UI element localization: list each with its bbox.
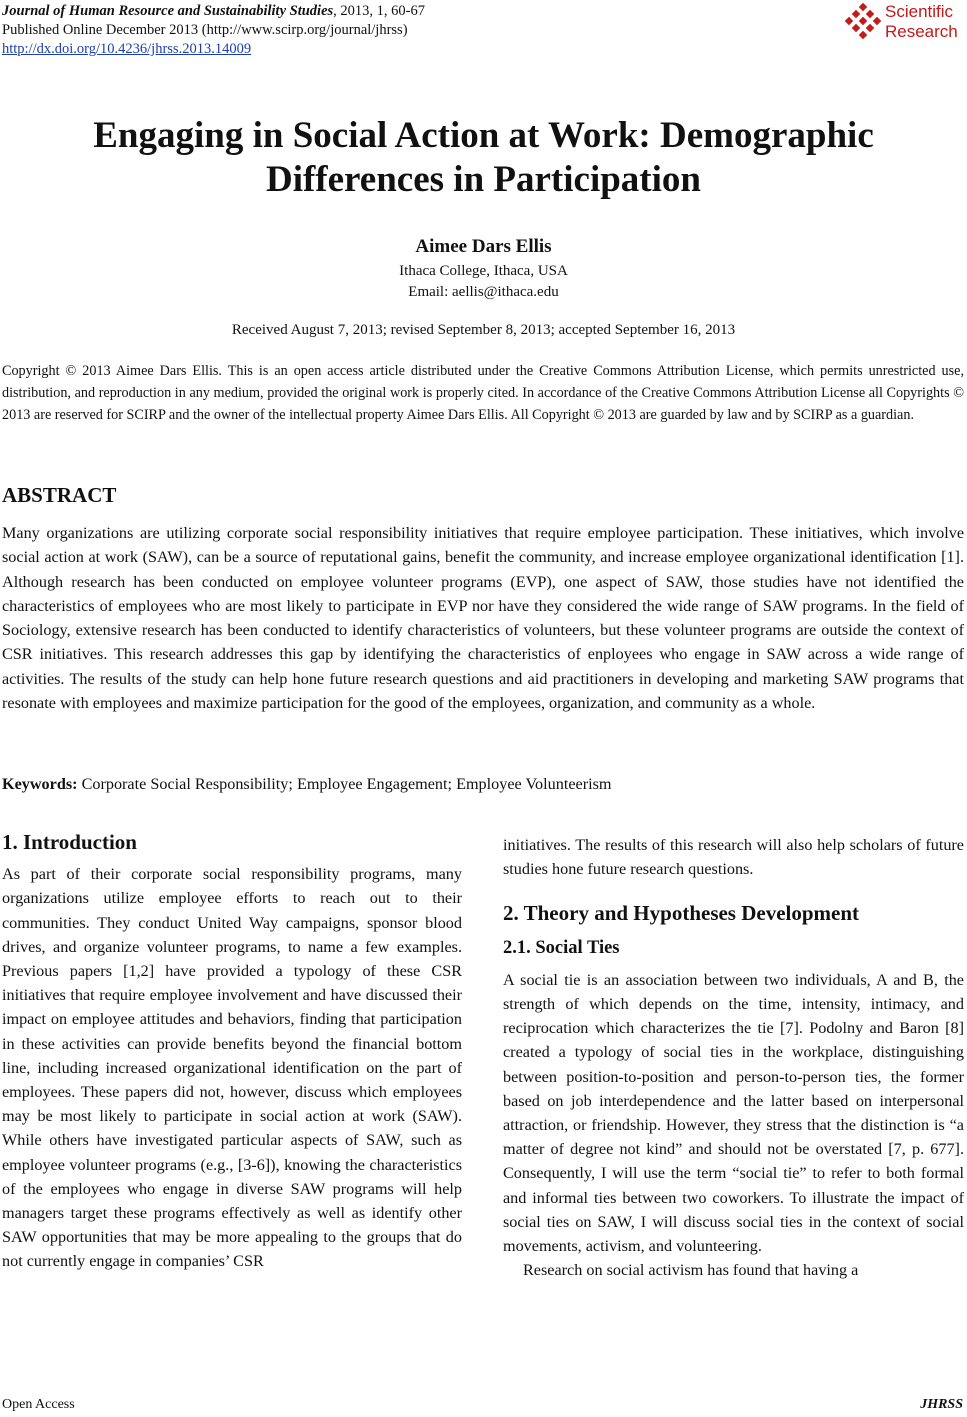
journal-name: Journal of Human Resource and Sustainability Studies <box>2 3 334 19</box>
author-name: Aimee Dars Ellis <box>415 236 552 257</box>
abstract-text: Many organizations are utilizing corporate social responsibility initiatives that require employee participation. These initiatives, which involve social action at work (SAW), can be a source of reputational gains, benefit the community, and increase employee organizational identification [1]. Although research has been conducted on employee volunteer programs (EVP), one aspect of SAW, those studies have not identified the characteristics of employees who are most likely to participate in EVP nor have they considered the wide range of SAW programs. In the field of Sociology, extensive research has been conducted to identify characteristics of volunteers, but these volunteer programs are outside the context of CSR initiatives. This research addresses this gap by identifying the characteristics of enployees who engage in SAW across a wide range of activities. The results of the study can help hone future research questions and aid practitioners in developing and marketing SAW programs that resonate with employees and maximize participation for the good of the employees, organization, and community as a whole. <box>2 524 964 713</box>
published-line: Published Online December 2013 (http://www.scirp.org/journal/jhrss) <box>2 22 408 38</box>
intro-paragraph-continued: initiatives. The results of this research will also help scholars of future studies hone future research questions. <box>503 836 964 879</box>
received-dates: Received August 7, 2013; revised September 8, 2013; accepted September 16, 2013 <box>231 322 736 338</box>
title-line-2: Differences in Participation <box>265 159 701 200</box>
activism-paragraph: Research on social activism has found that having a <box>523 1261 859 1280</box>
keywords <box>2 775 964 794</box>
paper-title <box>0 114 967 202</box>
subsection-heading-social-ties: 2.1. Social Ties <box>503 937 620 958</box>
footer-journal-abbrev: JHRSS <box>920 1397 963 1412</box>
doi-link[interactable]: http://dx.doi.org/10.4236/jhrss.2013.14009 <box>2 41 252 57</box>
abstract-heading: ABSTRACT <box>2 483 117 507</box>
journal-header <box>2 2 425 59</box>
logo-line-1: Scientific <box>885 2 954 21</box>
title-line-1: Engaging in Social Action at Work: Demographic <box>93 115 874 156</box>
social-ties-paragraph: A social tie is an association between two individuals, A and B, the strength of which depends on the time, intensity, intimacy, and reciprocation which characterizes the tie [7]. Podolny and Baron [8] created a typology of social ties in the workplace, distinguishing between position-to-position and person-to-person ties, the former based on job interdependence and the latter based on interpersonal attraction, or friendship. However, they stress that the distinction is “a matter of degree not kind” and should not be overstated [7, p. 677]. Consequently, I will use the term “social tie” to refer to both formal and informal ties between two coworkers. To illustrate the impact of social ties on SAW, I will discuss social ties in the context of social movements, activism, and volunteering. <box>503 970 964 1256</box>
logo-text <box>885 2 958 42</box>
footer-open-access: Open Access <box>2 1397 75 1412</box>
copyright-notice: Copyright © 2013 Aimee Dars Ellis. This is an open access article distributed under the Creative Commons Attribution License, which permits unrestricted use, distribution, and reproduction in any medium, provided the original work is properly cited. In accordance of the Creative Commons Attribution License all Copyrights © 2013 are reserved for SCIRP and the owner of the intellectual property Aimee Dars Ellis. All Copyright © 2013 are guarded by law and by SCIRP as a guardian. <box>2 363 964 423</box>
left-column <box>2 830 462 1274</box>
right-column <box>503 833 964 1282</box>
author-affiliation-block <box>0 261 967 303</box>
journal-issue: , 2013, 1, 60-67 <box>333 3 426 19</box>
section-heading-theory: 2. Theory and Hypotheses Development <box>503 901 860 926</box>
affiliation: Ithaca College, Ithaca, USA <box>399 263 568 279</box>
scirp-diamond-logo-icon <box>843 2 883 42</box>
logo-line-2: Research <box>885 22 958 41</box>
publisher-logo <box>843 2 963 44</box>
intro-paragraph: As part of their corporate social responsibility programs, many organizations utilize employee efforts to reach out to their communities. They conduct United Way campaigns, sponsor blood drives, and organize volunteer programs, to name a few examples. Previous papers [1,2] have provided a typology of these CSR initiatives that require employee involvement and have discussed their impact on employee attitudes and behaviors, finding that participation in these activities can provide benefits beyond the financial bottom line, including increased organizational identification on the part of employees. These papers did not, however, discuss which employees may be most likely to participate in social action at work (SAW). While others have investigated particular aspects of SAW, such as employee volunteer programs (e.g., [3-6]), knowing the characteristics of the employees who engage in diverse SAW programs will help managers target these programs effectively as well as identify other SAW opportunities that may be more appealing to the groups that do not currently engage in companies’ CSR <box>2 865 462 1271</box>
author-email: Email: aellis@ithaca.edu <box>408 284 559 300</box>
keywords-label: Keywords: <box>2 775 78 793</box>
section-heading-introduction: 1. Introduction <box>2 830 137 854</box>
keywords-text: Corporate Social Responsibility; Employee Engagement; Employee Volunteerism <box>77 775 612 793</box>
